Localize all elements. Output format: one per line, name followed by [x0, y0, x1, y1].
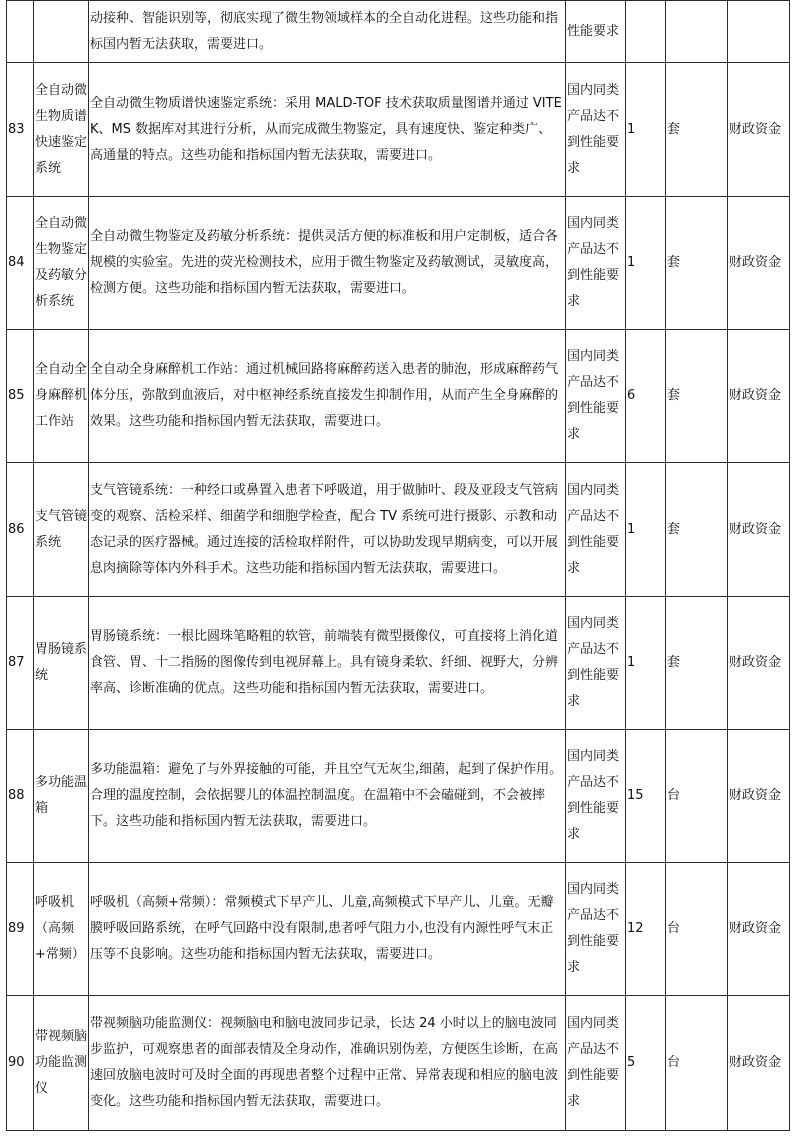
- equipment-description: 动接种、智能识别等，彻底实现了微生物领域样本的全自动化进程。这些功能和指标国内暂无法获取，需要进口。: [89, 1, 566, 63]
- equipment-name: 全自动全身麻醉机工作站: [34, 330, 89, 463]
- requirement-note: 国内同类产品达不到性能要求: [566, 597, 626, 730]
- unit: 台: [666, 996, 728, 1131]
- requirement-note: 国内同类产品达不到性能要求: [566, 730, 626, 863]
- equipment-description: 支气管镜系统：一种经口或鼻置入患者下呼吸道，用于做肺叶、段及亚段支气管病变的观察、活检采样、细菌学和细胞学检查，配合 TV 系统可进行摄影、示教和动态记录的医疗器械。通过连接的活检取样附件，可以协助发现早期病变，可以开展息肉摘除等体内外科手术。这些功能和指标国内暂无法获取，需要进口。: [89, 463, 566, 597]
- row-number: 85: [7, 330, 34, 463]
- unit: 套: [666, 63, 728, 197]
- requirement-note: 国内同类产品达不到性能要求: [566, 330, 626, 463]
- table-row: [7, 463, 790, 597]
- unit: 台: [666, 730, 728, 863]
- row-number: 89: [7, 863, 34, 996]
- quantity: 1: [626, 63, 666, 197]
- table-row: [7, 996, 790, 1131]
- row-number: 90: [7, 996, 34, 1131]
- equipment-name: [34, 1, 89, 63]
- equipment-description: 带视频脑功能监测仪：视频脑电和脑电波同步记录，长达 24 小时以上的脑电波同步监护，可观察患者的面部表情及全身动作，准确识别伪差，方便医生诊断，在高速回放脑电波时可及时全面的再现患者整个过程中正常、异常表现和相应的脑电波变化。这些功能和指标国内暂无法获取，需要进口。: [89, 996, 566, 1131]
- funding-source: 财政资金: [728, 463, 790, 597]
- funding-source: 财政资金: [728, 63, 790, 197]
- requirement-note: 国内同类产品达不到性能要求: [566, 463, 626, 597]
- equipment-description: 胃肠镜系统：一根比圆珠笔略粗的软管，前端装有微型摄像仪，可直接将上消化道食管、胃、十二指肠的图像传到电视屏幕上。具有镜身柔软、纤细、视野大，分辨率高、诊断准确的优点。这些功能和指标国内暂无法获取，需要进口。: [89, 597, 566, 730]
- row-number: 83: [7, 63, 34, 197]
- funding-source: 财政资金: [728, 863, 790, 996]
- table-row: [7, 197, 790, 330]
- equipment-description: 呼吸机（高频+常频）：常频模式下早产儿、儿童,高频模式下早产儿、儿童。无瓣膜呼吸回路系统，在呼气回路中没有限制,患者呼气阻力小,也没有内源性呼气末正压等不良影响。这些功能和指标国内暂无法获取，需要进口。: [89, 863, 566, 996]
- row-number: [7, 1, 34, 63]
- table-row: [7, 63, 790, 197]
- funding-source: 财政资金: [728, 597, 790, 730]
- equipment-description: 全自动微生物质谱快速鉴定系统：采用 MALD-TOF 技术获取质量图谱并通过 VITEK、MS 数据库对其进行分析，从而完成微生物鉴定，具有速度快、鉴定种类广、高通量的特点。这些功能和指标国内暂无法获取，需要进口。: [89, 63, 566, 197]
- equipment-name: 全自动微生物鉴定及药敏分析系统: [34, 197, 89, 330]
- quantity: 1: [626, 597, 666, 730]
- quantity: 12: [626, 863, 666, 996]
- equipment-name: 呼吸机（高频+常频）: [34, 863, 89, 996]
- equipment-name: 多功能温箱: [34, 730, 89, 863]
- row-number: 87: [7, 597, 34, 730]
- quantity: 1: [626, 463, 666, 597]
- quantity: 6: [626, 330, 666, 463]
- unit: 套: [666, 463, 728, 597]
- unit: 套: [666, 197, 728, 330]
- funding-source: 财政资金: [728, 996, 790, 1131]
- funding-source: 财政资金: [728, 730, 790, 863]
- quantity: [626, 1, 666, 63]
- quantity: 5: [626, 996, 666, 1131]
- table-row: [7, 863, 790, 996]
- requirement-note: 国内同类产品达不到性能要求: [566, 197, 626, 330]
- equipment-table: [6, 0, 790, 1131]
- row-number: 88: [7, 730, 34, 863]
- requirement-note: 国内同类产品达不到性能要求: [566, 63, 626, 197]
- table-row: [7, 330, 790, 463]
- row-number: 84: [7, 197, 34, 330]
- equipment-name: 全自动微生物质谱快速鉴定系统: [34, 63, 89, 197]
- equipment-name: 带视频脑功能监测仪: [34, 996, 89, 1131]
- equipment-description: 多功能温箱：避免了与外界接触的可能，并且空气无灰尘,细菌，起到了保护作用。合理的温度控制，会依据婴儿的体温控制温度。在温箱中不会磕碰到，不会被摔下。这些功能和指标国内暂无法获取，需要进口。: [89, 730, 566, 863]
- requirement-note: 国内同类产品达不到性能要求: [566, 996, 626, 1131]
- funding-source: 财政资金: [728, 197, 790, 330]
- equipment-name: 胃肠镜系统: [34, 597, 89, 730]
- table-row: [7, 730, 790, 863]
- row-number: 86: [7, 463, 34, 597]
- funding-source: [728, 1, 790, 63]
- requirement-note: 国内同类产品达不到性能要求: [566, 863, 626, 996]
- quantity: 15: [626, 730, 666, 863]
- equipment-description: 全自动全身麻醉机工作站：通过机械回路将麻醉药送入患者的肺泡，形成麻醉药气体分压，弥散到血液后，对中枢神经系统直接发生抑制作用，从而产生全身麻醉的效果。这些功能和指标国内暂无法获取，需要进口。: [89, 330, 566, 463]
- table-row: [7, 597, 790, 730]
- requirement-note: 性能要求: [566, 1, 626, 63]
- quantity: 1: [626, 197, 666, 330]
- equipment-description: 全自动微生物鉴定及药敏分析系统：提供灵活方便的标准板和用户定制板，适合各规模的实验室。先进的荧光检测技术，应用于微生物鉴定及药敏测试，灵敏度高，检测方便。这些功能和指标国内暂无法获取，需要进口。: [89, 197, 566, 330]
- unit: 台: [666, 863, 728, 996]
- funding-source: 财政资金: [728, 330, 790, 463]
- unit: 套: [666, 330, 728, 463]
- unit: [666, 1, 728, 63]
- equipment-name: 支气管镜系统: [34, 463, 89, 597]
- unit: 套: [666, 597, 728, 730]
- table-row: [7, 1, 790, 63]
